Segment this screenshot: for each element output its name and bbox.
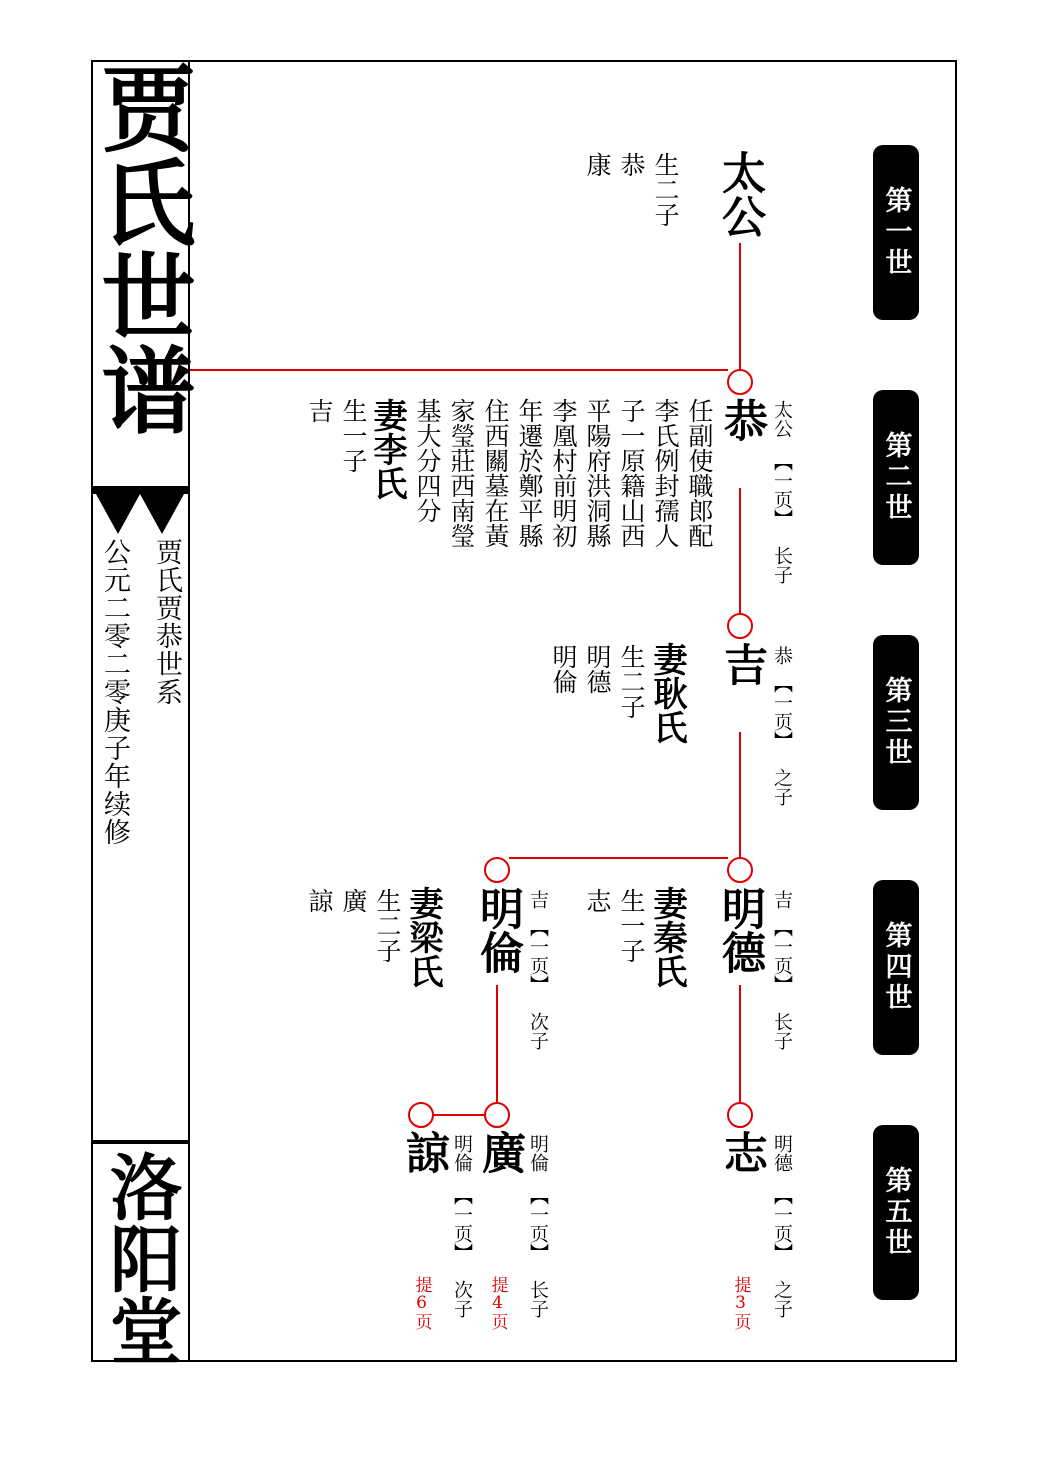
book-title: 贾氏世谱 — [85, 60, 195, 436]
gong-bio-line-8: 家瑩莊西南瑩 — [447, 398, 476, 548]
guang-page-ref: 【一页】 — [527, 1186, 549, 1262]
spine-bar-top — [91, 486, 189, 494]
gong-children-count: 生一子 — [339, 398, 368, 473]
gong-bio-line-5: 李凰村前明初 — [549, 398, 578, 548]
spine-chevron-right — [140, 494, 184, 534]
taigong-child-2: 康 — [583, 152, 612, 177]
mingde-spouse: 妻秦氏 — [647, 886, 687, 988]
person-name-gong: 恭 — [716, 398, 767, 442]
gong-bio-line-7: 住西關墓在黃 — [481, 398, 510, 548]
ji-rank: 之子 — [771, 768, 793, 806]
ji-spouse: 妻耿氏 — [647, 642, 687, 744]
node-zhi — [728, 1103, 752, 1127]
zhi-parent: 明德 — [771, 1134, 793, 1172]
liang-page-ref: 【一页】 — [451, 1186, 473, 1262]
gong-bio-line-3: 子一原籍山西 — [617, 398, 646, 548]
taigong-child-1: 恭 — [617, 152, 646, 177]
gen-badge-1: 第一世 — [873, 145, 919, 320]
gen-badge-2: 第二世 — [873, 390, 919, 565]
node-ji — [728, 614, 752, 638]
node-minglun — [485, 858, 509, 882]
person-name-ji: 吉 — [716, 642, 767, 686]
ji-parent: 恭 — [771, 646, 793, 665]
gong-bio-line-1: 任副使職郎配 — [685, 398, 714, 548]
guang-page-tip[interactable]: 提4页 — [487, 1276, 508, 1330]
minglun-rank: 次子 — [527, 1012, 549, 1050]
spine-chevron — [96, 494, 140, 534]
ji-children-count: 生二子 — [617, 644, 646, 719]
minglun-child-2: 諒 — [305, 888, 334, 913]
minglun-spouse: 妻梁氏 — [403, 886, 443, 988]
minglun-parent: 吉 — [527, 890, 549, 909]
ji-page-ref: 【一页】 — [771, 674, 793, 750]
gen-badge-4: 第四世 — [873, 880, 919, 1055]
gong-spouse: 妻李氏 — [367, 398, 407, 500]
gong-child-1: 吉 — [305, 398, 334, 423]
gong-bio-line-6: 年遷於鄭平縣 — [515, 398, 544, 548]
gen-badge-5: 第五世 — [873, 1125, 919, 1300]
gong-bio-line-4: 平陽府洪洞縣 — [583, 398, 612, 548]
node-guang — [485, 1103, 509, 1127]
ji-child-2: 明倫 — [549, 644, 578, 694]
hall-name: 洛阳堂 — [98, 1150, 183, 1366]
ji-child-1: 明德 — [583, 644, 612, 694]
liang-rank: 次子 — [451, 1280, 473, 1318]
person-name-minglun: 明倫 — [472, 886, 523, 974]
mingde-rank: 长子 — [771, 1012, 793, 1050]
node-mingde — [728, 858, 752, 882]
minglun-page-ref: 【一页】 — [527, 918, 549, 994]
mingde-parent: 吉 — [771, 890, 793, 909]
zhi-page-ref: 【一页】 — [771, 1186, 793, 1262]
minglun-child-1: 廣 — [339, 888, 368, 913]
mingde-page-ref: 【一页】 — [771, 918, 793, 994]
mingde-child-1: 志 — [583, 888, 612, 913]
node-gong — [728, 370, 752, 394]
book-subtitle-lineage: 贾氏贾恭世系 — [151, 538, 182, 706]
person-name-zhi: 志 — [716, 1130, 767, 1174]
person-name-taigong: 太公 — [714, 150, 765, 238]
gong-parent: 太公 — [771, 400, 793, 438]
book-subtitle-revision: 公元二零二零庚子年续修 — [99, 538, 130, 846]
gong-page-ref: 【一页】 — [771, 452, 793, 528]
zhi-rank: 之子 — [771, 1280, 793, 1318]
person-name-guang: 廣 — [474, 1130, 525, 1174]
taigong-children-count: 生二子 — [651, 152, 680, 227]
person-name-liang: 諒 — [398, 1130, 449, 1174]
gong-bio-line-2: 李氏例封孺人 — [651, 398, 680, 548]
mingde-children-count: 生一子 — [617, 888, 646, 963]
liang-parent: 明倫 — [451, 1134, 473, 1172]
gong-bio-line-9: 基大分四分 — [413, 398, 442, 523]
node-liang — [409, 1103, 433, 1127]
gen-badge-3: 第三世 — [873, 635, 919, 810]
liang-page-tip[interactable]: 提6页 — [411, 1276, 432, 1330]
spine-bar-bottom — [91, 1140, 189, 1144]
minglun-children-count: 生二子 — [373, 888, 402, 963]
zhi-page-tip[interactable]: 提3页 — [730, 1276, 751, 1330]
gong-rank: 长子 — [771, 546, 793, 584]
guang-parent: 明倫 — [527, 1134, 549, 1172]
guang-rank: 长子 — [527, 1280, 549, 1318]
person-name-mingde: 明德 — [714, 886, 765, 974]
